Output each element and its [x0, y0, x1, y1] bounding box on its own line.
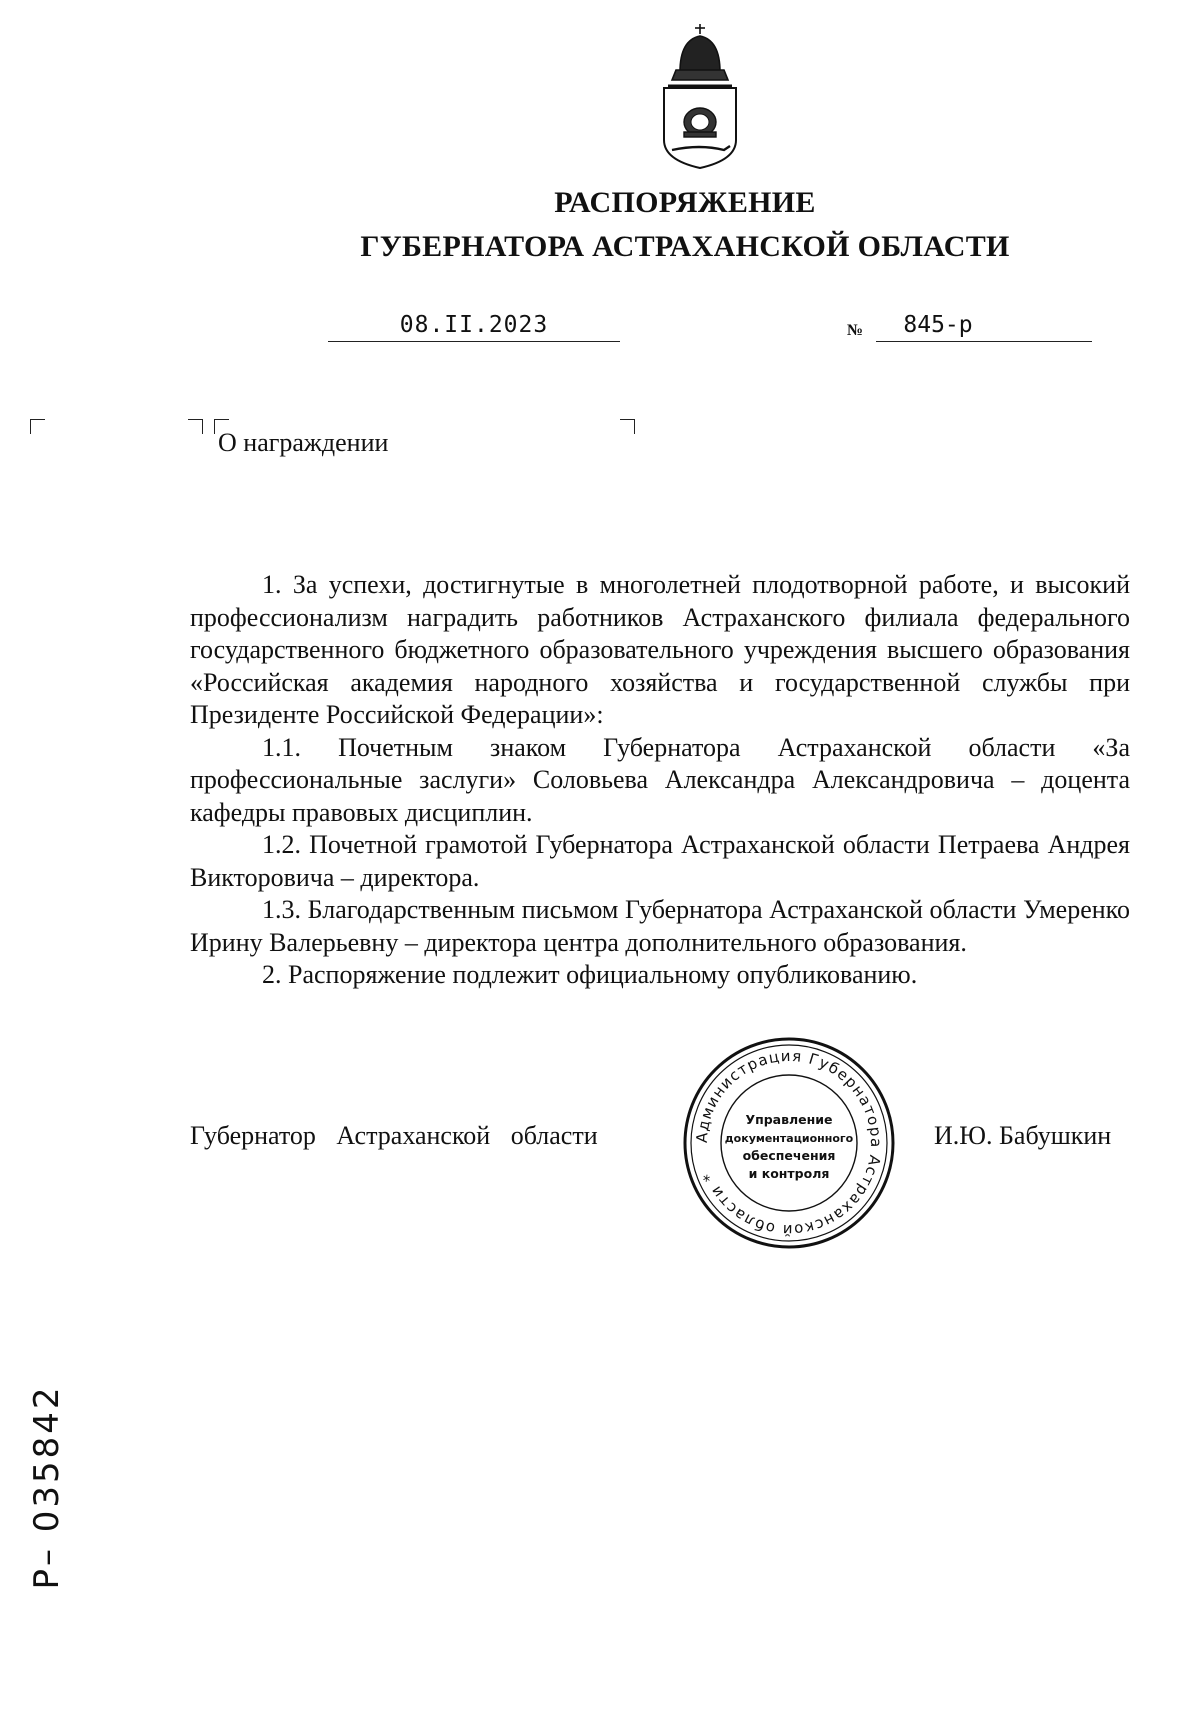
paragraph-1-3: 1.3. Благодарственным письмом Губернатора Астраханской области Умеренко Ирину Валерьевну – директора центра дополнительного образования. [190, 895, 1130, 957]
number-sign: № [847, 322, 864, 339]
official-stamp [680, 1034, 898, 1252]
coat-of-arms-emblem [650, 22, 750, 172]
margin-corner-mark [30, 419, 45, 434]
paragraph-2: 2. Распоряжение подлежит официальному опубликованию. [262, 960, 918, 989]
registry-number-block [22, 1372, 72, 1602]
paragraph-1-1: 1.1. Почетным знаком Губернатора Астраханской области «За профессиональные заслуги» Соловьева Александра Александровича – доцента кафедры правовых дисциплин. [190, 732, 1130, 827]
subject-corner-mark-end [620, 419, 635, 434]
paragraph-1-2: 1.2. Почетной грамотой Губернатора Астраханской области Петраева Андрея Викторовича – директора. [190, 830, 1130, 892]
document-number: 845-р [903, 312, 973, 338]
document-issuer: ГУБЕРНАТОРА АСТРАХАНСКОЙ ОБЛАСТИ [360, 230, 1010, 263]
stamp-center-line-4: и контроля [748, 1166, 830, 1181]
document-title: РАСПОРЯЖЕНИЕ [554, 186, 816, 219]
registry-number: Р– 035842 [27, 1384, 67, 1590]
document-date: 08.II.2023 [399, 312, 549, 338]
stamp-center-line-2: документационного [724, 1132, 854, 1145]
signatory-name: И.Ю. Бабушкин [934, 1121, 1112, 1150]
stamp-center-line-1: Управление [745, 1112, 833, 1127]
stamp-center-line-3: обеспечения [742, 1148, 836, 1163]
stamp-ring-text: Администрация Губернатора Астраханской области * [692, 1046, 886, 1240]
document-body [190, 569, 1130, 992]
paragraph-1: 1. За успехи, достигнутые в многолетней плодотворной работе, и высокий профессионализм наградить работников Астраханского филиала федерального государственного бюджетного образовательного учреждения высшего образования «Российская академия народного хозяйства и государственной службы при Президенте Российской Федерации»: [190, 570, 1130, 729]
signatory-title: Губернатор Астраханской области [190, 1121, 598, 1150]
subject-corner-mark-left [188, 419, 203, 434]
date-underline [328, 341, 620, 342]
number-underline [876, 341, 1092, 342]
subject-line: О награждении [218, 428, 389, 457]
